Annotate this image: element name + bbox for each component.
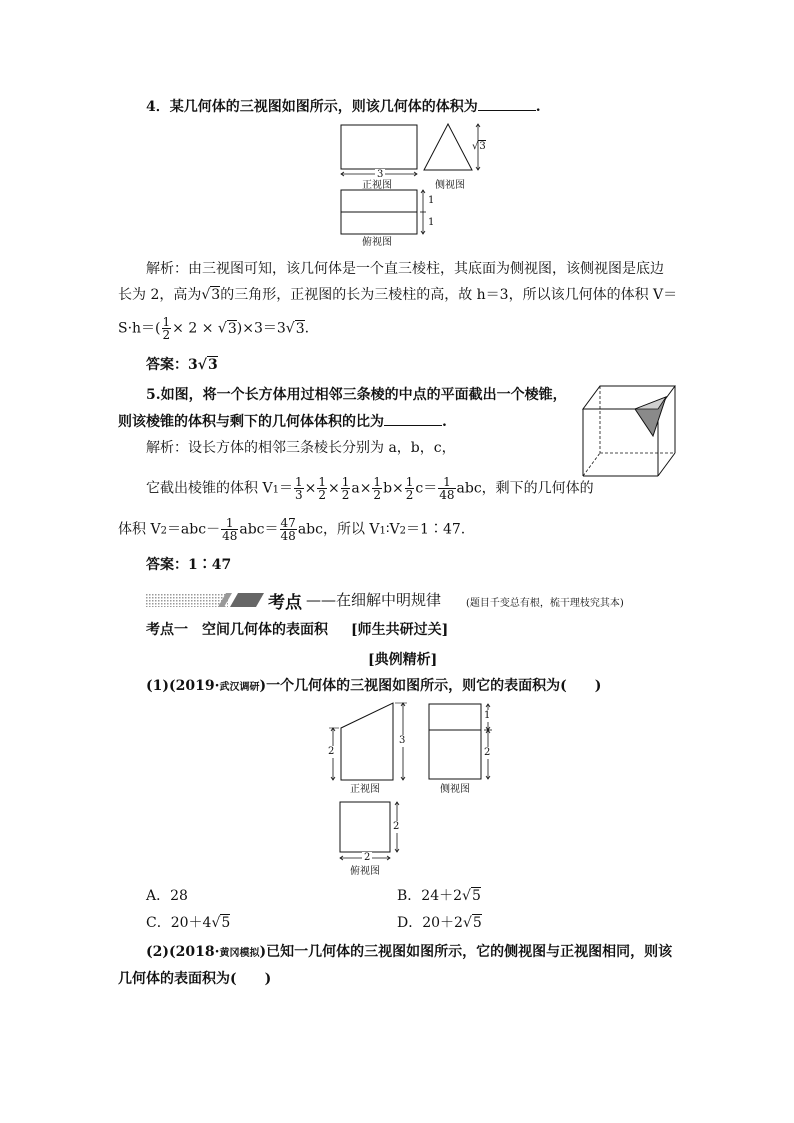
q5-solution-line3: 体积 V2＝abc－ $\frac{1}{48}$ abc＝ $\frac{47}{48}$ abc，所以 V1∶V2＝1∶47. [118,516,466,543]
p1-front-caption: 正视图 [350,784,380,795]
q4-solution-line1: 解析：由三视图可知，该几何体是一个直三棱柱，其底面为侧视图，该侧视图是底边 [146,261,664,277]
q5-stem-line2: 则该棱锥的体积与剩下的几何体体积的比为 . [118,411,447,432]
p1-top-caption: 俯视图 [350,866,380,877]
p1-front-left-dim: 2 [328,746,335,757]
q4-top-h1-label: 1 [428,195,435,206]
q4-solution-line3: S·h＝( $\frac{1}{2}$ × 2 × √3)×3＝3√3. [118,315,310,342]
q4-top-h2-label: 1 [428,217,435,228]
p1-front-view [323,700,411,784]
q5-answer: 答案：1∶47 [146,557,232,573]
p1-option-b: B．24＋2√5 [397,888,481,904]
q4-stem: 4．某几何体的三视图如图所示，则该几何体的体积为 . [146,96,541,117]
p1-side-bottom-dim: 2 [484,747,491,758]
q4-side-height-label: √3 [472,141,486,152]
p1-front-right-dim: 3 [399,735,406,746]
section-tag: [师生共研过关] [351,622,449,638]
p1-side-top-dim: 1 [484,710,491,721]
p1-top-right-dim: 2 [393,821,400,832]
q4-side-caption: 侧视图 [435,180,465,191]
p1-option-c: C．20＋4√5 [146,915,231,931]
p2-stem-line2: 几何体的表面积为( ) [118,971,272,987]
answer-blank [478,96,536,111]
q4-solution-line2: 长为 2，高为√3的三角形，正视图的长为三棱柱的高，故 h＝3，所以该几何体的体积 V＝ [118,287,678,303]
p1-option-d: D．20＋2√5 [397,915,482,931]
section-banner-graphic [146,591,266,609]
q4-top-caption: 俯视图 [362,237,392,248]
banner-note: (题目千变总有根，梳干理枝究其本) [466,598,624,609]
q5-cuboid-figure [581,383,681,483]
q5-solution-line1: 解析：设长方体的相邻三条棱长分别为 a，b，c， [146,440,456,456]
q4-front-caption: 正视图 [362,180,392,191]
q4-top-view [340,189,434,239]
banner-subtitle: ——在细解中明规律 [306,591,442,609]
section-subheading: [典例精析] [368,652,438,668]
q5-stem-line1: 5.如图，将一个长方体用过相邻三条棱的中点的平面截出一个棱锥， [146,387,567,403]
banner-title: 考点 [268,593,302,613]
section-heading: 考点一 空间几何体的表面积 [146,622,328,638]
answer-blank [384,411,442,426]
p1-side-caption: 侧视图 [440,784,470,795]
p2-stem-line1: (2)(2018·黄冈模拟)已知一几何体的三视图如图所示，它的侧视图与正视图相同，则该 [146,944,673,960]
p1-stem: (1)(2019·武汉调研)一个几何体的三视图如图所示，则它的表面积为( ) [146,678,602,694]
q4-front-width-label: 3 [377,169,384,180]
p1-option-a: A．28 [146,888,188,904]
p1-top-view [339,801,409,867]
q5-solution-line2: 它截出棱锥的体积 V1＝ $\frac{1}{3}$ × $\frac{1}{2}$ × $\frac{1}{2}$ a× $\frac{1}{2}$ b× $\frac{1}{2}$ c＝ $\frac{1}{48}$ abc，剩下的几何体的 [146,475,594,502]
q4-answer: 答案：3√3 [146,357,218,373]
p1-top-bottom-dim: 2 [364,852,371,863]
